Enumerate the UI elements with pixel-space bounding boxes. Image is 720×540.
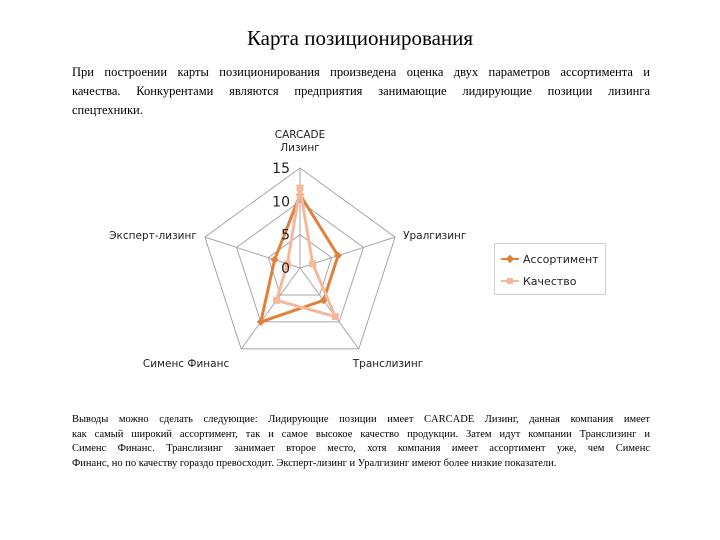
radar-series bbox=[257, 185, 342, 326]
intro-line-1: При построении карты позиционирования произведена оценка двух параметров ассортимента и bbox=[72, 65, 650, 79]
conclusion-line-1: Выводы можно сделать следующие: Лидирующие позиции имеет CARCADE Лизинг, данная компания имеет bbox=[72, 414, 650, 425]
category-label-1: Уралгизинг bbox=[403, 230, 467, 243]
legend-swatch-quality bbox=[501, 276, 519, 286]
tick-label-15: 15 bbox=[272, 161, 290, 177]
point-quality-3 bbox=[273, 297, 280, 304]
page-title: Карта позиционирования bbox=[246, 26, 474, 50]
conclusion-paragraph bbox=[72, 413, 650, 471]
conclusion-line-3: Сименс Финанс. Транслизинг занимает второе место, хотя компания имеет ассортимент уже, чем Сименс bbox=[72, 443, 650, 454]
point-quality-2 bbox=[332, 313, 339, 320]
category-label-2: Транслизинг bbox=[352, 357, 424, 370]
tick-label-0: 0 bbox=[281, 261, 290, 277]
category-label-3: Сименс Финанс bbox=[142, 357, 230, 370]
legend-item-quality bbox=[501, 273, 577, 289]
intro-line-2: качества. Конкурентами являются предприятия занимающие лидирующие позиции лизинга bbox=[72, 84, 650, 98]
intro-line-3: спецтехники. bbox=[72, 103, 143, 117]
conclusion-line-2: как самый широкий ассортимент, так и самое высокое качество продукции. Затем идут компании Транслизинг и bbox=[72, 428, 650, 440]
legend-item-assortment bbox=[501, 251, 599, 267]
category-label-0: CARCADE Лизинг bbox=[274, 129, 326, 154]
point-quality-0 bbox=[297, 185, 304, 192]
point-assortment-4 bbox=[271, 256, 279, 264]
point-quality-1 bbox=[309, 260, 316, 267]
legend-label-assortment: Ассортимент bbox=[523, 252, 599, 266]
tick-label-5: 5 bbox=[281, 227, 290, 244]
legend-label-quality: Качество bbox=[523, 274, 577, 288]
tick-label-10: 10 bbox=[272, 194, 290, 211]
conclusion-line-4: Финанс, но по качеству гораздо превосходит. Эксперт-лизинг и Уралгизинг имеют более низкие показатели. bbox=[72, 457, 557, 469]
point-assortment-3 bbox=[257, 318, 265, 326]
chart-legend bbox=[494, 243, 606, 295]
category-label-4: Эксперт-лизинг bbox=[109, 230, 197, 243]
legend-swatch-assortment bbox=[501, 254, 519, 264]
